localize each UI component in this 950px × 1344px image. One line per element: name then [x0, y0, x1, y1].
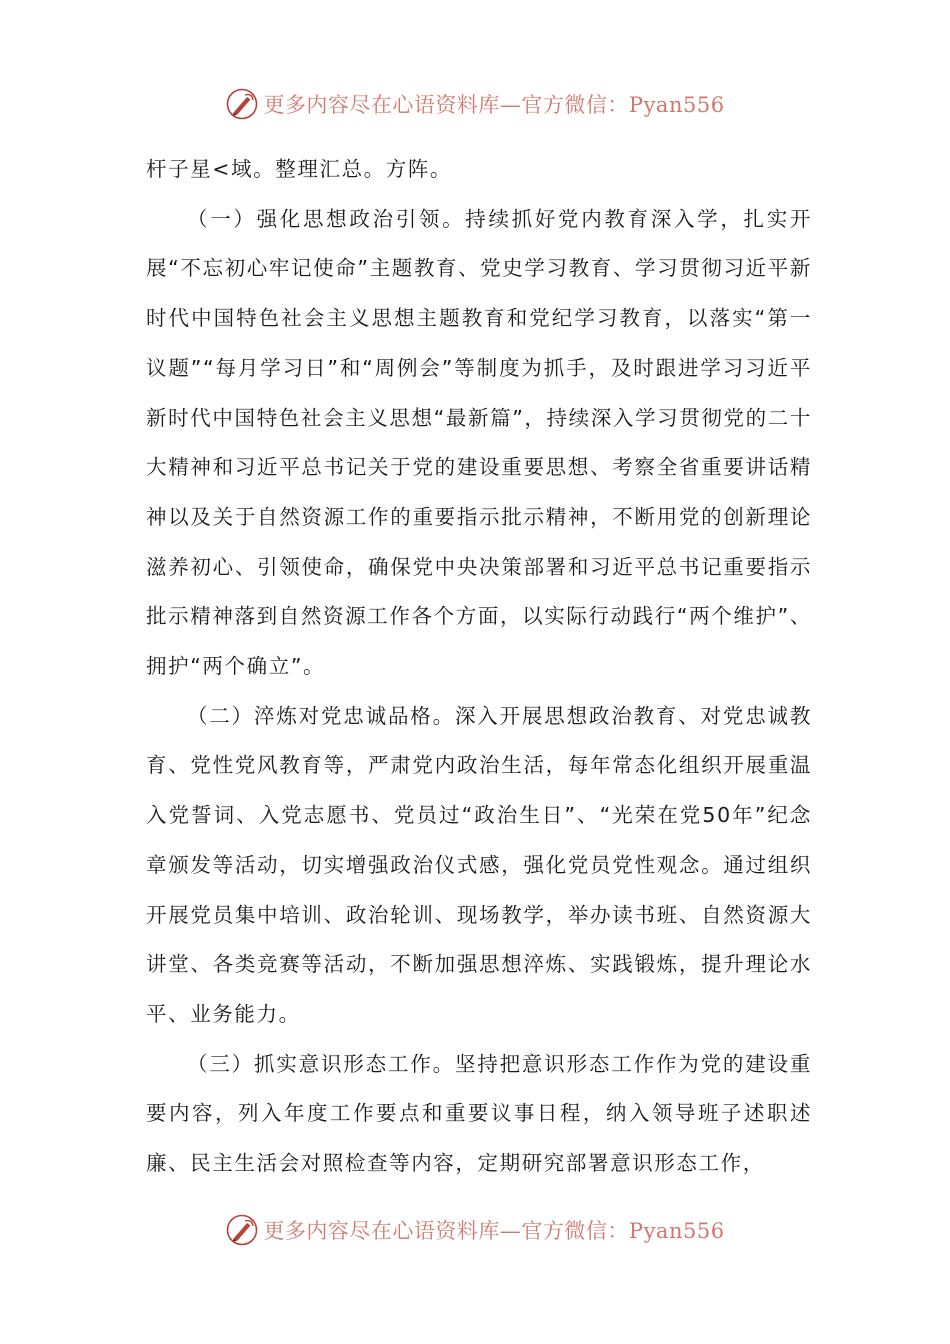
document-body: [146, 145, 812, 1189]
header-watermark-banner: [0, 84, 950, 124]
pen-logo-icon: [225, 1213, 259, 1247]
pen-logo-icon: [225, 87, 259, 121]
paragraph-section-2: （二）淬炼对党忠诚品格。深入开展思想政治教育、对党忠诚教育、党性党风教育等，严肃党内政治生活，每年常态化组织开展重温入党誓词、入党志愿书、党员过“政治生日”、“光荣在党50年”纪念章颁发等活动，切实增强政治仪式感，强化党员党性观念。通过组织开展党员集中培训、政治轮训、现场教学，举办读书班、自然资源大讲堂、各类竞赛等活动，不断加强思想淬炼、实践锻炼，提升理论水平、业务能力。: [146, 703, 812, 1026]
paragraph-continuation: 杆子星<域。整理汇总。方阵。: [146, 157, 453, 181]
header-watermark-text: 更多内容尽在心语资料库—官方微信：Pyan556: [263, 93, 725, 117]
footer-watermark-banner: [0, 1210, 950, 1250]
paragraph-section-3: （三）抓实意识形态工作。坚持把意识形态工作作为党的建设重要内容，列入年度工作要点和重要议事日程，纳入领导班子述职述廉、民主生活会对照检查等内容，定期研究部署意识形态工作，: [146, 1051, 812, 1176]
footer-watermark-text: 更多内容尽在心语资料库—官方微信：Pyan556: [263, 1219, 725, 1243]
paragraph-section-1: （一）强化思想政治引领。持续抓好党内教育深入学，扎实开展“不忘初心牢记使命”主题教育、党史学习教育、学习贯彻习近平新时代中国特色社会主义思想主题教育和党纪学习教育，以落实“第一议题”“每月学习日”和“周例会”等制度为抓手，及时跟进学习习近平新时代中国特色社会主义思想“最新篇”，持续深入学习贯彻党的二十大精神和习近平总书记关于党的建设重要思想、考察全省重要讲话精神以及关于自然资源工作的重要指示批示精神，不断用党的创新理论滋养初心、引领使命，确保党中央决策部署和习近平总书记重要指示批示精神落到自然资源工作各个方面，以实际行动践行“两个维护”、拥护“两个确立”。: [146, 206, 812, 679]
